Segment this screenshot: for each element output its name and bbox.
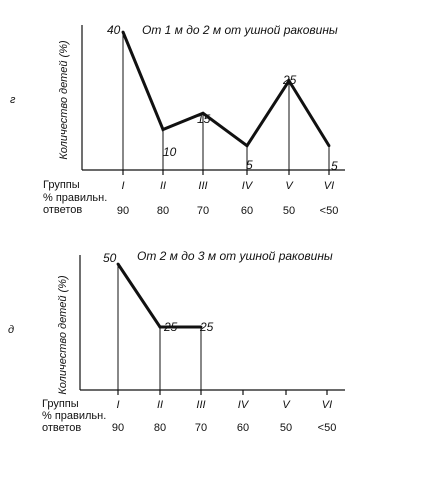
x-tick-label: III [198, 180, 208, 192]
x-tick-label: II [159, 180, 167, 192]
data-label: 25 [164, 320, 178, 334]
percent-correct-label: 50 [282, 205, 296, 217]
data-line [123, 32, 329, 146]
percent-correct-label: 70 [194, 422, 208, 434]
x-tick-label: IV [237, 399, 249, 411]
data-line [118, 264, 201, 327]
panel-letter: г [10, 94, 16, 106]
data-label: 5 [331, 159, 338, 173]
data-label: 50 [103, 251, 117, 265]
data-label: 40 [107, 23, 121, 37]
x-tick-label: I [116, 399, 120, 411]
x-tick-label: I [121, 180, 125, 192]
data-label: 5 [246, 158, 253, 172]
percent-correct-label: 80 [156, 205, 170, 217]
data-label: 25 [200, 320, 214, 334]
percent-correct-label: <50 [319, 205, 339, 217]
x-tick-label: VI [321, 399, 333, 411]
x-tick-label: II [156, 399, 164, 411]
percent-correct-label: 60 [240, 205, 254, 217]
row-label: Группы [42, 398, 79, 410]
row-label: % правильн. [42, 410, 107, 422]
row-label: ответов [42, 422, 82, 434]
data-label: 10 [163, 145, 177, 159]
x-tick-label: IV [241, 180, 253, 192]
percent-correct-label: 80 [153, 422, 167, 434]
row-label: ответов [43, 204, 83, 216]
data-label: 15 [197, 112, 211, 126]
percent-correct-label: 90 [111, 422, 125, 434]
y-axis-label: Количество детей (%) [57, 275, 69, 395]
percent-correct-label: <50 [317, 422, 337, 434]
panel-letter: д [8, 324, 15, 336]
y-axis-label: Количество детей (%) [58, 40, 70, 160]
data-label: 25 [283, 73, 297, 87]
x-tick-label: III [196, 399, 206, 411]
percent-correct-label: 70 [196, 205, 210, 217]
chart-title: От 2 м до 3 м от ушной раковины [137, 249, 333, 263]
percent-correct-label: 90 [116, 205, 130, 217]
percent-correct-label: 60 [236, 422, 250, 434]
row-label: Группы [43, 179, 80, 191]
x-tick-label: VI [323, 180, 335, 192]
chart-title: От 1 м до 2 м от ушной раковины [142, 23, 338, 37]
percent-correct-label: 50 [279, 422, 293, 434]
row-label: % правильн. [43, 192, 108, 204]
x-tick-label: V [285, 180, 293, 192]
x-tick-label: V [282, 399, 290, 411]
